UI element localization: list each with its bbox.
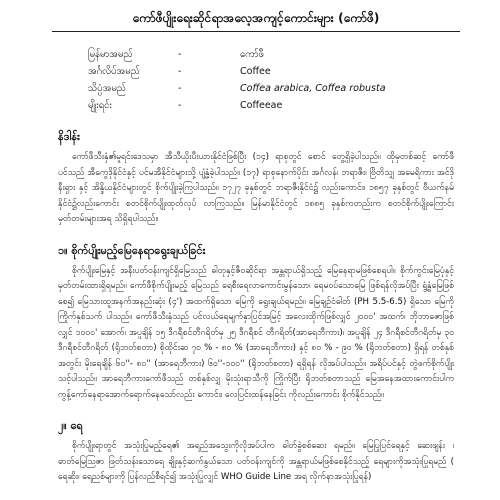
meta-separator: - xyxy=(178,100,182,111)
section-site-selection xyxy=(58,244,454,404)
meta-key: အင်္ဂလိပ်အမည် xyxy=(88,65,140,77)
meta-separator: - xyxy=(178,49,182,60)
meta-row-family xyxy=(88,97,454,114)
section-paragraph: ကော်ဖီသီးနှံ၏မူရင်းဒေသမှာ အီသီယိုးပီးယားနိုင်ငံဖြစ်ပြီး (၁၄) ရာစုတွင် စောင် တွေ့ရှိခဲ့ပါသည်။ ထိုမှတစ်ဆင့် ကော်ဖီပင်သည် အီကွေဒိုနိုင်ငံနှင့် ပင်မအီနိုင်ငံများသို့ ပျံ့နှံ့ခဲ့ပါသည်။ (၁၇) ရာစုနောက်ပိုင်း အင်္ဂလန်၊ ဘရာဇီး၊ ဗြိတိသျှ အမေရိကား အင်ဒိုနီးရှား နှင့် အိန္ဒိယနိုင်ငံများတွင် စိုက်ပျိုးခဲ့ကြပါသည်။ ၁၇၂၇ ခုနှစ်တွင် ဘရာဇီးနိုင်ငံ၌ လည်းကောင်း၊ ၁၈၅၇ ခုနှစ်တွင် ဗီယက်နမ်နိုင်ငံ၌လည်းကောင်း စတင်စိုက်ပျိုးထုတ်လုပ် လာကြသည်။ မြန်မာနိုင်ငံတွင် ၁၈၈၅ ခုနှစ်ကတည်းက စတင်စိုက်ပျိုးကြောင်း မှတ်တမ်းများအရ သိရှိရပါသည်။ xyxy=(58,152,454,224)
meta-separator: - xyxy=(178,83,182,94)
section-water xyxy=(58,419,454,486)
meta-row-english-name xyxy=(88,63,454,80)
meta-key: မြန်မာအမည် xyxy=(88,48,133,60)
section-heading: ၂။ ရေ xyxy=(58,419,83,432)
crop-info-block xyxy=(88,46,454,114)
meta-key: မျိုးရင်း xyxy=(88,99,112,111)
section-introduction xyxy=(58,130,454,228)
meta-value: Coffee xyxy=(240,66,271,77)
document-title: ကော်ဖီပျိုးရေးဆိုင်ရာအလေ့အကျင့်ကောင်းများ (ကော်ဖီ) xyxy=(52,10,460,32)
section-heading: ၁။ စိုက်ပျိုးမည့်မြေနေရာရွေးချယ်ခြင်း xyxy=(58,243,206,257)
meta-value: Coffeeae xyxy=(240,100,283,111)
meta-key: သိပ္ပံအမည် xyxy=(88,82,126,94)
section-paragraph: စိုက်ပျိုးမြေနှင့် အနီးပတ်ဝန်းကျင်ရှိမြေသည် ဓါတုနှင့်ဇီဝဆိုင်ရာ အန္တရာယ်ရှိသည့် မြေနေရာမဖြစ်စေရပါ။ စိုက်ကွင်းမြေပုံနှင့် မှတ်တမ်းထားရှိရမည်။ ကော်ဖီစိုက်ပျိုးမည့် မြေသည် ရေစီးရေလာကောင်းမွန်သော၊ ရေမဝပ်သောမြေ ဖြစ်ရန်လိုအပ်ပြီး ရွံ့နွံမြေဖြစ်စေ၍ မြေသားထူအနက်အနည်းဆုံး (၄') အထက်ရှိသော မြေကို ရွေးချယ်ရမည်။ မြေချဉ်ငံဓါတ် (PH 5.5-6.5) ရှိသော မြေကို ကြိုက်နှစ်သက် ပါသည်။ ကော်ဖီသီးနှံသည် ပင်လယ်ရေမျက်နှာပြင်အမြင့် အလေးထိုက်ဖြစ်လျှင် ၂၀၀၀' အထက်၊ ဘိုဘာဇောဖြစ်လျှင် ၁၀၀၀' အောက်၊ အပူချိန် ၁၅ ဒီဂရီစင်တီဂရိတ်မှ ၂၅ ဒီဂရီစင် တီဂရိတ်(အာရေဘီကား)၊ အပူချိန် ၂၄ ဒီဂရီစင်တီဂရိတ်မှ ၃၀ ဒီဂရီစင်တီဂရိတ် (ရိုဘတ်စတာ) စိုထိုင်းဆ ၇၀ % - ၈၀ % (အာရေဘီကား) နှင့် ၈၀ % - ၉၀ % (ရိုဘတ်စတာ) ရှိရန် တစ်နှစ်အတွင်း မိုးရေချိန် ၆၀''- ၈၀'' (အာရေဘီကား) ၆၀''-၁၀၀'' (ရိုဘတ်စတာ) ရရှိရန် လိုအပ်ပါသည်။ အရိပ်ပင်နှင့် တွဲဖက်စိုက်ပျိုးသင့်ပါသည်။ အာရေဘီကားကော်ဖီသည် တစ်နှစ်လျှ မိုးသုံးရာသီကို ကြိုက်ပြီး ရိုဘတ်စတာသည် မြေအနေအထားကောင်းပါက ကွန့်ကော်နေရာအောက်ရောက်နေသော်လည်း ကောင်း၊ လေပြင်းထန်နေခြင်း ကိုလည်းကောင်း စိုက်နိုင်သည်။ xyxy=(58,265,454,400)
meta-row-myanmar-name xyxy=(88,46,454,63)
section-paragraph: စိုက်ပျိုးရာတွင် အသုံးပြုမည့်ရေ၏ အရည်အသွေးကိုလိုအပ်ပါက ဓါတ်ခွဲစစ်ဆေး ရမည်။ မြေပြုပြင်ရေနှင့် ဆေးဖျန်း ၊ ဓာတ်မြေဩဇာ ဖြတ်သန်းသောရေ ချိုးနှင့်ဆက်နွယ်သော ပတ်ဝန်းကျင်ကို အန္တရာယ်မဖြစ်စေနိုင်သည့် ရေများကိုအသုံးပြုရမည် ( ရေဆိုး၊ ရေညစ်များကို ပြန်လည်စီရင်၍ အသုံးပြုလျှင် WHO Guide Line အရ လိုက်နာအသုံးပြုရန်) xyxy=(58,441,454,482)
meta-row-scientific-name xyxy=(88,80,454,97)
section-heading: နိဒါန်း xyxy=(58,130,80,143)
meta-value: Coffea arabica, Coffea robusta xyxy=(240,83,386,94)
meta-separator: - xyxy=(178,66,182,77)
meta-value: ကော်ဖီ xyxy=(240,48,264,60)
